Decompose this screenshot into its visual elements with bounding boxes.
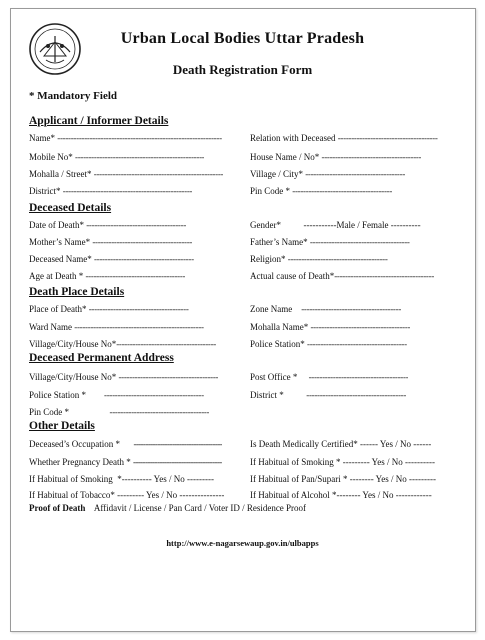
field-smoking-right[interactable]: If Habitual of Smoking * --------- Yes / No ---------- bbox=[250, 457, 435, 467]
field-mohalla[interactable]: Mohalla / Street* ------------------------------------------------ bbox=[29, 169, 224, 179]
field-pan-supari[interactable]: If Habitual of Pan/Supari * -------- Yes / No --------- bbox=[250, 474, 436, 484]
field-deceased-name[interactable]: Deceased Name* ------------------------------------- bbox=[29, 254, 194, 264]
field-gender[interactable]: Gender* -----------Male / Female ---------- bbox=[250, 220, 421, 230]
field-cause-of-death[interactable]: Actual cause of Death*------------------------------------- bbox=[250, 271, 435, 281]
field-applicant-name[interactable]: Name* ------------------------------------------------------------- bbox=[29, 133, 222, 143]
field-relation[interactable]: Relation with Deceased ------------------------------------- bbox=[250, 133, 438, 143]
mandatory-note: * Mandatory Field bbox=[29, 90, 117, 102]
proof-label: Proof of Death bbox=[29, 503, 86, 513]
field-tobacco[interactable]: If Habitual of Tobacco* --------- Yes / No --------------- bbox=[29, 490, 225, 500]
field-district[interactable]: District* ------------------------------------------------ bbox=[29, 186, 193, 196]
field-date-of-death[interactable]: Date of Death* ------------------------------------- bbox=[29, 220, 187, 230]
field-age-at-death[interactable]: Age at Death * ------------------------------------- bbox=[29, 271, 186, 281]
field-address-pincode[interactable]: Pin Code * ------------------------------------- bbox=[29, 407, 210, 417]
footer-url[interactable]: http://www.e-nagarsewaup.gov.in/ulbapps bbox=[166, 538, 319, 548]
field-post-office[interactable]: Post Office * ------------------------------------- bbox=[250, 372, 409, 382]
section-applicant-heading: Applicant / Informer Details bbox=[29, 115, 169, 127]
field-address-village[interactable]: Village/City/House No* ------------------------------------- bbox=[29, 372, 219, 382]
field-place-police[interactable]: Police Station* ------------------------------------- bbox=[250, 339, 407, 349]
field-pincode[interactable]: Pin Code * ------------------------------------- bbox=[250, 186, 393, 196]
section-address-heading: Deceased Permanent Address bbox=[29, 352, 174, 364]
field-pregnancy-death[interactable]: Whether Pregnancy Death * ------------------------------------- bbox=[29, 457, 222, 467]
field-address-district[interactable]: District * ------------------------------------- bbox=[250, 390, 407, 400]
field-mohalla-name[interactable]: Mohalla Name* ------------------------------------- bbox=[250, 322, 411, 332]
field-village-city[interactable]: Village / City* ------------------------------------- bbox=[250, 169, 406, 179]
field-mobile[interactable]: Mobile No* ------------------------------------------------ bbox=[29, 152, 205, 162]
field-mother-name[interactable]: Mother’s Name* ------------------------------------- bbox=[29, 237, 193, 247]
section-deceased-heading: Deceased Details bbox=[29, 202, 112, 214]
field-alcohol[interactable]: If Habitual of Alcohol *-------- Yes / No ------------ bbox=[250, 490, 432, 500]
field-religion[interactable]: Religion* ------------------------------------- bbox=[250, 254, 388, 264]
field-place-village[interactable]: Village/City/House No*------------------------------------- bbox=[29, 339, 216, 349]
field-medically-certified[interactable]: Is Death Medically Certified* ------ Yes / No ------ bbox=[250, 439, 432, 449]
field-father-name[interactable]: Father’s Name* ------------------------------------- bbox=[250, 237, 410, 247]
section-other-heading: Other Details bbox=[29, 420, 95, 432]
section-place-heading: Death Place Details bbox=[29, 286, 125, 298]
field-address-police[interactable]: Police Station * ------------------------------------- bbox=[29, 390, 204, 400]
field-occupation[interactable]: Deceased’s Occupation * ------------------------------------- bbox=[29, 439, 223, 449]
field-house[interactable]: House Name / No* ------------------------------------- bbox=[250, 152, 422, 162]
field-place-of-death[interactable]: Place of Death* ------------------------------------- bbox=[29, 304, 189, 314]
field-smoking-left[interactable]: If Habitual of Smoking *---------- Yes / No --------- bbox=[29, 474, 214, 484]
form-subtitle: Death Registration Form bbox=[172, 62, 313, 77]
page-title: Urban Local Bodies Uttar Pradesh bbox=[120, 30, 365, 47]
field-ward-name[interactable]: Ward Name ------------------------------------------------ bbox=[29, 322, 204, 332]
field-zone-name[interactable]: Zone Name ------------------------------------- bbox=[250, 304, 402, 314]
proof-of-death bbox=[29, 503, 306, 513]
proof-options: Affidavit / License / Pan Card / Voter ID / Residence Proof bbox=[93, 503, 307, 513]
